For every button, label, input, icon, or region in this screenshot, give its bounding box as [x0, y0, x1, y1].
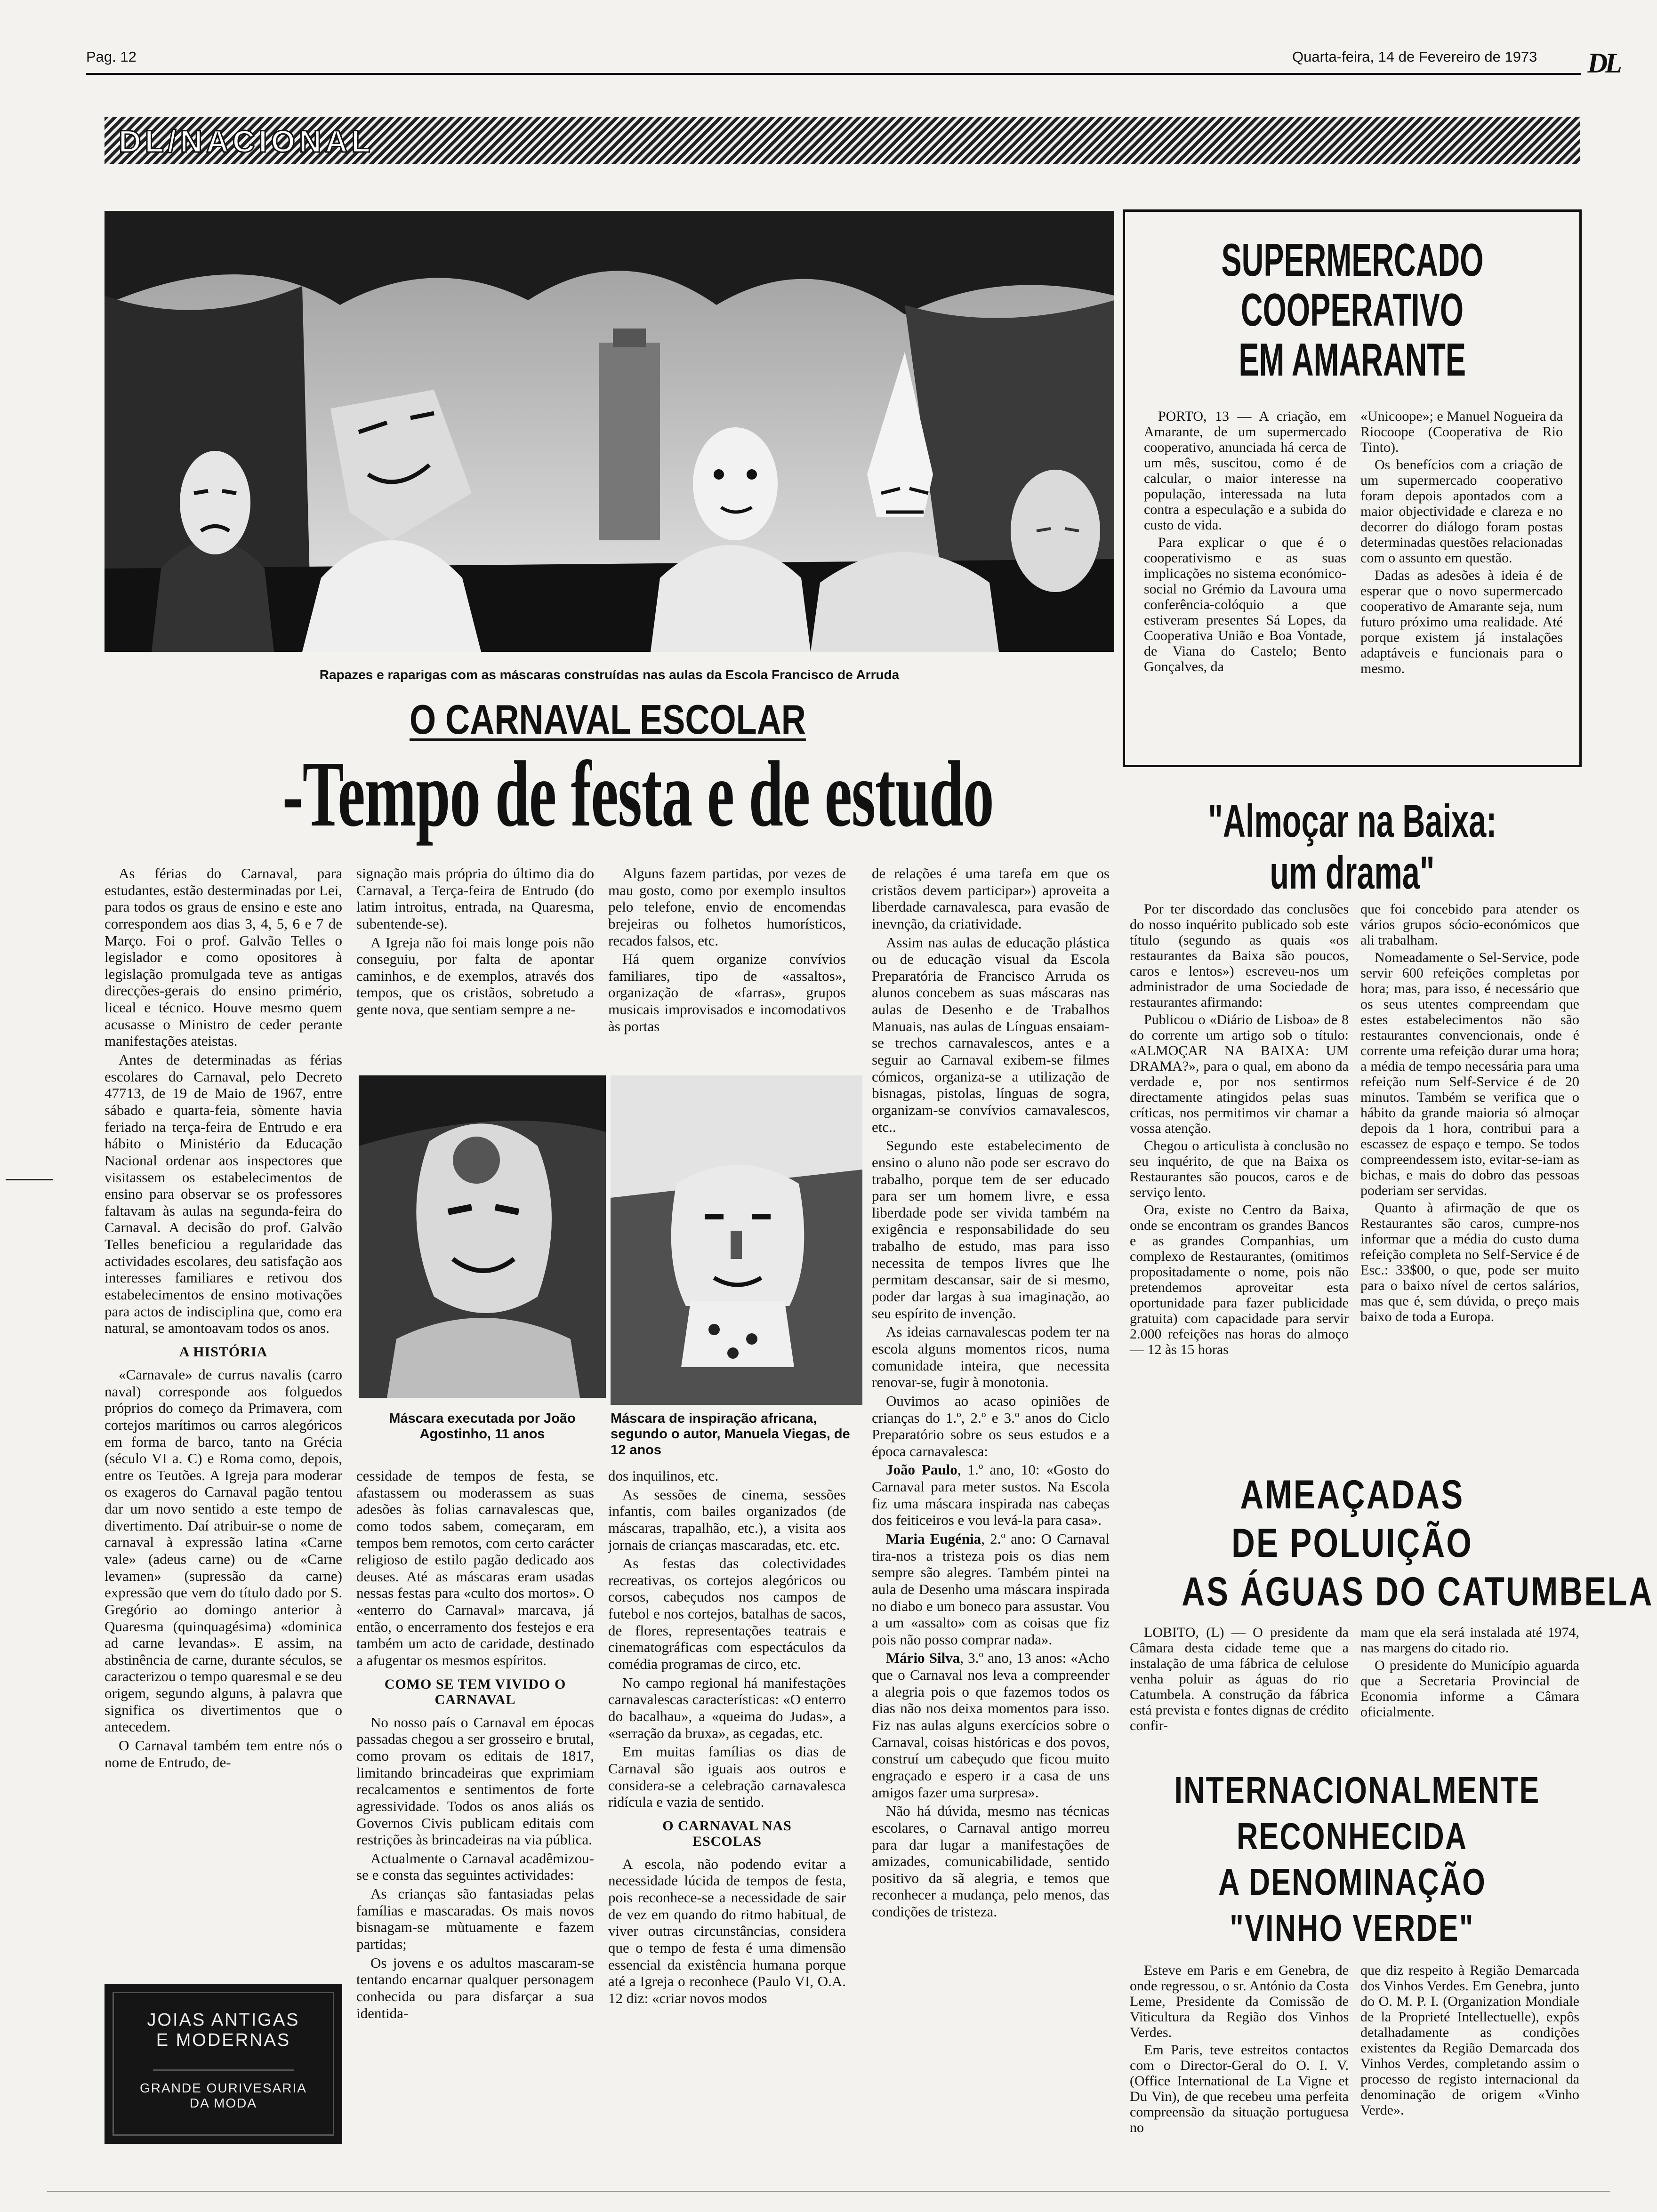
interview-text: , 3.º ano, 13 anos: «Acho que o Carnaval nos leva a compreender a alegria pois o que fazemos todos os dias não nos deixa momentos para isso. Fiz nas aulas alguns exercícios sobre o Carnaval, coisas históricas e dos povos, construí um cabeçudo que ficou muito engraçado e espero ir a casa de uns amigos fazer uma surpresa». — [872, 1650, 1110, 1801]
ad-line-1: JOIAS ANTIGAS — [147, 2010, 300, 2030]
paragraph: PORTO, 13 — A criação, em Amarante, de um supermercado cooperativo, anunciada há cerca de um mês, suscitou, como é de calcular, o maior interesse na população, interessada na luta contra a especulação e a subida do custo de vida. — [1144, 409, 1346, 533]
article-column-2-bottom — [356, 1467, 594, 2023]
article-column-3-top — [608, 865, 846, 1036]
paragraph: A Igreja não foi mais longe pois não conseguiu, por falta de apontar caminhos, e de exemplos, através dos tempos, que os cristãos, sobretudo a gente nova, que sentiam sempre a ne- — [356, 934, 594, 1018]
interview-paragraph — [872, 1650, 1110, 1801]
paragraph: As férias do Carnaval, para estudantes, estão desterminadas por Lei, para todos os graus de ensino e este ano correspondem aos dias 3, 4, 5, 6 e 7 de Março. Foi o prof. Galvão Telles o legislador e como opositores à legislação promulgada teve as antigas direcções-gerais do ensino primério, liceal e técnico. Houve mesmo quem acusasse o Ministro de ceder perante manifestações ateistas. — [105, 865, 342, 1050]
paragraph: cessidade de tempos de festa, se afastassem ou moderassem as suas adesões às folias carnavalescas que, como todos sabem, começaram, em tempos bem remotos, com certo carácter religioso de estilo pagão dedicado aos deuses. Até as máscaras eram usadas nessas festas para «culto dos mortos». O «enterro do Carnaval» marcava, já então, o encerramento dos festejos e era também um acto de caridade, destinado a afugentar os mesmos espíritos. — [356, 1467, 594, 1669]
title-line: "VINHO VERDE" — [1230, 1907, 1475, 1949]
mask-photo-joao-caption: Máscara executada por João Agostinho, 11 anos — [389, 1411, 576, 1442]
poluicao-title — [1123, 1471, 1654, 1617]
article-column-1 — [105, 865, 342, 1772]
supermercado-box — [1123, 209, 1582, 767]
paragraph: As crianças são fantasiadas pelas famílias e mascaradas. Os mais novos bisnagam-se mùtuamente e fazem partidas; — [356, 1885, 594, 1953]
mask-joao-illustration — [359, 1075, 606, 1398]
title-line: AS ÁGUAS DO CATUMBELA — [1182, 1569, 1654, 1615]
paragraph: As sessões de cinema, sessões infantis, com bailes organizados (de máscaras, trapalhão, etc.), a visita aos jornais de crianças mascaradas, etc. etc. — [608, 1486, 846, 1553]
ad-ornament — [153, 2069, 294, 2071]
title-line: INTERNACIONALMENTE — [1174, 1769, 1540, 1811]
almocar-title — [1123, 795, 1582, 899]
paragraph: LOBITO, (L) — O presidente da Câmara desta cidade teme que a instalação de uma fábrica de celulose venha poluir as águas do rio Catumbela. A construção da fábrica está prevista e fontes dignas de crédito confir- — [1130, 1625, 1349, 1733]
section-label: DL/NACIONAL — [119, 124, 374, 159]
paragraph: Segundo este estabelecimento de ensino o aluno não pode ser escravo do trabalho, porque tem de ser educado para ser um homem livre, e essa liberdade pode ser vivida também na exigência e responsabilidade do seu trabalho de estudo, mas para isso necessita de tempos livres que lhe permitam descansar, sair de si mesmo, poder dar largas à sua imaginação, ao seu espírito de invenção. — [872, 1137, 1110, 1322]
paragraph: Em Paris, teve estreitos contactos com o Director-Geral do O. I. V. (Office International de La Vigne et Du Vin), de que recebeu uma perfeita compreensão da situação portuguesa no — [1130, 2042, 1349, 2135]
paragraph: Publicou o «Diário de Lisboa» de 8 do corrente um artigo sob o título: «ALMOÇAR NA BAIXA: UM DRAMA?», para o qual, em abono da verdade e, por nos sentirmos directamente atingidos pelas suas críticas, nos permitimos vir chamar a vossa atenção. — [1130, 1012, 1349, 1136]
paragraph: O Carnaval também tem entre nós o nome de Entrudo, de- — [105, 1737, 342, 1771]
paragraph: A escola, não podendo evitar a necessidade lúcida de tempos de festa, pois reconhece-se a necessidade de sair de vez em quando do ritmo habitual, de viver outras circunstâncias, considera que o tempo de festa é uma dimensão essencial da existência humana porque até a Igreja o reconhece (Paulo VI, O.A. 12 diz: «criar novos modos — [608, 1855, 846, 2006]
paragraph: de relações é uma tarefa em que os cristãos devem participar») aproveita a liberdade carnavalesca, para evasão de inevnção, da criatividade. — [872, 865, 1110, 932]
paragraph: Nomeadamente o Sel-Service, pode servir 600 refeições completas por hora; mas, para isso, é necessário que os seus utentes compreendam que estes estabelecimentos não são restaurantes convencionais, onde é corrente uma refeição durar uma hora; a média de tempo necessária para uma refeição num Self-Service é de 20 minutos. Também se verifica que o hábito da grande maioria só almoçar depois da 1 hora, contribui para a escassez de espaço e tempo. Se todos compreendessem isto, evitar-se-iam as bichas, e mais do dobro das pessoas poderiam ser servidas. — [1360, 950, 1579, 1198]
masthead-logo: DL — [1587, 48, 1619, 79]
paragraph: No nosso país o Carnaval em épocas passadas chegou a ser grosseiro e brutal, como provam os editais de 1817, limitando brincadeiras que exprimiam recalcamentos e sentimentos de forte agressividade. Todos os anos aliás os Governos Civis publicam editais com restrições às brincadeiras na via pública. — [356, 1714, 594, 1848]
footer-rule — [47, 2191, 1610, 2192]
mask-manuela-illustration — [611, 1075, 862, 1405]
ad-line-3: GRANDE OURIVESARIA — [140, 2081, 307, 2095]
supermercado-col-right — [1360, 409, 1563, 678]
header-rule — [86, 73, 1581, 75]
paragraph: O presidente do Município aguarda que a Secretaria Provincial de Economia informe a Câmara oficialmente. — [1360, 1658, 1579, 1720]
supermercado-col-left — [1144, 409, 1346, 676]
article-kicker — [410, 696, 893, 744]
interview-paragraph — [872, 1461, 1110, 1529]
paragraph: As festas das colectividades recreativas, os cortejos alegóricos ou corsos, cabeçudos nos campos de futebol e nos cortejos, batalhas de sacos, de flores, representações teatrais e cinematográficas com espectáculos da comédia programas de circo, etc. — [608, 1555, 846, 1673]
paragraph: Antes de determinadas as férias escolares do Carnaval, pelo Decreto 47713, de 19 de Maio de 1967, entre sábado e quarta-feia, sòmente havia feriado na terça-feira de Entrudo e era hábito o Ministério da Educação Nacional ordenar aos inspectores que visitassem os estabelecimentos de ensino para observar se os professores faltavam às aulas na segunda-feira do Carnaval. A decisão do prof. Galvão Telles beneficiou a regularidade das actividades escolares, deu satisfação aos interesses familiares e retivou dos estabelecimentos de ensino motivações para actos de indisciplina que, como era natural, se amontoavam todos os anos. — [105, 1051, 342, 1337]
ad-line-2: E MODERNAS — [156, 2030, 291, 2050]
title-line: SUPERMERCADO — [1221, 234, 1484, 286]
paragraph: As ideias carnavalescas podem ter na escola alguns momentos ricos, numa comunidade inteira, que necessita renovar-se, fugir à monotonia. — [872, 1323, 1110, 1391]
vinho-title — [1123, 1767, 1582, 1951]
interviewee-name: Maria Eugénia — [886, 1530, 981, 1547]
paragraph: Ora, existe no Centro da Baixa, onde se encontram os grandes Bancos e as grandes Companhias, um complexo de Restaurantes, (omitimos propositadamente o nome, pois não pretendemos aproveitar esta oportunidade para fazer publicidade gratuita) com capacidade para servir 2.000 refeições nas horas do almoço — 12 às 15 horas — [1130, 1202, 1349, 1357]
paragraph: Para explicar o que é o cooperativismo e as suas implicações no sistema económico-social no Grémio da Lavoura uma conferência-colóquio a que estiveram presentes Sá Lopes, da Cooperativa União e Boa Vontade, de Viana do Castelo; Bento Gonçalves, da — [1144, 535, 1346, 674]
page-number: Pag. 12 — [86, 48, 137, 65]
paragraph: signação mais própria do último dia do Carnaval, a Terça-feira de Entrudo (do latim introitus, entrada, na Quaresma, subentende-se). — [356, 865, 594, 932]
title-line: RECONHECIDA — [1237, 1815, 1468, 1857]
paragraph: Ouvimos ao acaso opiniões de crianças do 1.º, 2.º e 3.º anos do Ciclo Preparatório sobre os seus estudos e a época carnavalesca: — [872, 1392, 1110, 1459]
paragraph: Actualmente o Carnaval acadêmizou-se e consta das seguintes actividades: — [356, 1850, 594, 1883]
paragraph: Esteve em Paris e em Genebra, de onde regressou, o sr. António da Costa Leme, Presidente da Comissão de Viticultura da Região dos Vinhos Verdes. — [1130, 1963, 1349, 2040]
headline-text: -Tempo de festa e de estudo — [282, 742, 994, 846]
article-column-2-top — [356, 865, 594, 1020]
paragraph: que foi concebido para atender os vários grupos sócio-económicos que ali trabalham. — [1360, 901, 1579, 948]
almocar-col-left — [1130, 901, 1349, 1359]
paragraph: Não há dúvida, mesmo nas técnicas escolares, o Carnaval antigo morreu para dar lugar a manifestações de amizades, comunicabilidade, sentido positivo da sã alegria, e temos que reconhecer a mudança, pelo menos, das condições de tristeza. — [872, 1803, 1110, 1920]
poluicao-col-right — [1360, 1625, 1579, 1722]
paragraph: Os jovens e os adultos mascaram-se tentando encarnar qualquer personagem conhecida ou para disfarçar a sua identida- — [356, 1954, 594, 2021]
article-column-4 — [872, 865, 1110, 1922]
main-photo-caption: Rapazes e raparigas com as máscaras construídas nas aulas da Escola Francisco de Arruda — [319, 667, 900, 682]
paragraph: dos inquilinos, etc. — [608, 1467, 719, 1484]
title-line: AMEAÇADAS — [1240, 1472, 1464, 1517]
interviewee-name: João Paulo — [886, 1461, 957, 1478]
paragraph: Alguns fazem partidas, por vezes de mau gosto, como por exemplo insultos pelo telefone, envio de encomendas brejeiras ou folhetos humorísticos, recados falsos, etc. — [608, 865, 846, 949]
mask-photo-manuela — [611, 1075, 862, 1405]
title-line: EM AMARANTE — [1239, 333, 1466, 385]
poluicao-col-left — [1130, 1625, 1349, 1735]
title-line: DE POLUIÇÃO — [1231, 1521, 1473, 1566]
paragraph: Os benefícios com a criação de um supermercado cooperativo foram depois apontados com a maior objectividade e clareza e no decorrer do diálogo foram postas determinadas questões relacionadas com o assunto em questão. — [1360, 457, 1563, 566]
subheading-lived: COMO SE TEM VIVIDO O CARNAVAL — [384, 1676, 566, 1707]
title-line: "Almoçar na Baixa: — [1207, 795, 1497, 847]
paragraph: Há quem organize convívios familiares, tipo de «assaltos», organização de «farras», grupos musicais improvisados e incomodativos às portas — [608, 951, 846, 1034]
main-photo — [105, 211, 1114, 652]
interview-text: , 2.º ano: O Carnaval tira-nos a tristeza pois os dias nem sempre são alegres. Também pintei na aula de Desenho uma máscara inspirada no diabo e um boneco para assustar. Vou a um «assalto» com as coisas que fiz pois não posso comprar nada». — [872, 1530, 1110, 1648]
supermercado-title — [1125, 235, 1579, 385]
masked-children-illustration — [105, 211, 1114, 652]
vinho-col-right — [1360, 1963, 1579, 2120]
mask-photo-joao — [359, 1075, 606, 1398]
kicker-text: O CARNAVAL ESCOLAR — [410, 696, 806, 743]
paragraph: Quanto à afirmação de que os Restaurantes são caros, cumpre-nos informar que a média do custo duma refeição completa no Self-Service é de Esc.: 33$00, o que, pode ser muito para o baixo nível de certos salários, mas que é, sem dúvida, o preço mais baixo de toda a Europa. — [1360, 1200, 1579, 1324]
interviewee-name: Mário Silva — [886, 1650, 960, 1667]
section-banner — [105, 117, 1580, 164]
paragraph: «Unicoope»; e Manuel Nogueira da Riocoope (Cooperativa de Rio Tinto). — [1360, 409, 1563, 455]
paragraph: No campo regional há manifestações carnavalescas características: «O enterro do bacalhau», a «queima do Judas», a «serração da bruxa», as cegadas, etc. — [608, 1674, 846, 1741]
paragraph: Assim nas aulas de educação plástica ou de educação visual da Escola Preparatória de Francisco Arruda os alunos concebem as suas máscaras nas aulas de Desenho e de Trabalhos Manuais, nas aulas de Línguas ensaiam-se trechos carnavalescos, antes e a seguir ao Carnaval exibem-se filmes cómicos, organiza-se a utilização de bisnagas, pistolas, línguas de sogra, organizam-se convívios carnavalescos, etc.. — [872, 934, 1110, 1135]
interview-paragraph — [872, 1531, 1110, 1648]
article-column-3-bottom — [608, 1467, 846, 2009]
mask-photo-manuela-caption: Máscara de inspiração africana, segundo o autor, Manuela Viegas, de 12 anos — [611, 1411, 850, 1458]
issue-date: Quarta-feira, 14 de Fevereiro de 1973 — [1292, 48, 1537, 65]
subheading-schools: O CARNAVAL NAS ESCOLAS — [662, 1818, 792, 1849]
paragraph: Chegou o articulista à conclusão no seu inquérito, de que na Baixa os Restaurantes são poucos, caros e de serviço lento. — [1130, 1138, 1349, 1200]
vinho-col-left — [1130, 1963, 1349, 2137]
paragraph: Dadas as adesões à ideia é de esperar que o novo supermercado cooperativo de Amarante seja, num futuro próximo uma realidade. Até porque existem já instalações adaptáveis e funcionais para o mesmo. — [1360, 568, 1563, 676]
title-line: um drama" — [1270, 846, 1435, 898]
paragraph: que diz respeito à Região Demarcada dos Vinhos Verdes. Em Genebra, junto do O. M. P. I. (Organization Mondiale de la Proprieté Intellectuelle), expôs detalhadamente as condições existentes da Região Demarcada dos Vinhos Verdes, completando assim o processo de registo internacional da denominação de origem «Vinho Verde». — [1360, 1963, 1579, 2118]
paragraph: Por ter discordado das conclusões do nosso inquérito publicado sob este título (segundo as quais «os restaurantes da Baixa são poucos, caros e lentos») escreveu-nos um administrador de uma Sociedade de restaurantes afirmando: — [1130, 901, 1349, 1010]
jewelry-ad — [105, 1984, 342, 2144]
almocar-col-right — [1360, 901, 1579, 1326]
title-line: A DENOMINAÇÃO — [1218, 1861, 1486, 1903]
paragraph: mam que ela será instalada até 1974, nas margens do citado rio. — [1360, 1625, 1579, 1656]
ad-line-4: DA MODA — [189, 2096, 257, 2110]
subheading-history: A HISTÓRIA — [179, 1344, 268, 1360]
paragraph: «Carnavale» de currus navalis (carro naval) corresponde aos folguedos próprios do começo da Primavera, com cortejos marítimos ou carros alegóricos em forma de barco, tanto na Grécia (século VI a. C) e Roma como, depois, entre os Teutões. A Igreja para moderar os exageros do Carnaval pagão tentou dar um novo sentido a este tempo de divertimento. Daí atribuir-se o nome de carnaval à expressão latina «Carne vale» (adeus carne) ou de «Carne levamen» (supressão da carne) expressão que vem do título dado por S. Gregório ao domingo anterior à Quaresma (quinquagésima) «dominica ad carne levandas». E assim, na abstinência de carne, durante séculos, se caracterizou o tempo quaresmal e se deu origem, segundo alguns, à palavra que significa os divertimentos que o antecedem. — [105, 1366, 342, 1735]
title-line: COOPERATIVO — [1240, 283, 1464, 336]
paragraph: Em muitas famílias os dias de Carnaval são iguais aos outros e considera-se a celebração carnavalesca ridícula e vazia de sentido. — [608, 1743, 846, 1811]
margin-rule — [6, 1179, 53, 1180]
interview-text: , 1.º ano, 10: «Gosto do Carnaval para meter sustos. Na Escola fiz uma máscara inspirada nas cabeças dos feiticeiros e vou levá-la para casa». — [872, 1461, 1110, 1529]
